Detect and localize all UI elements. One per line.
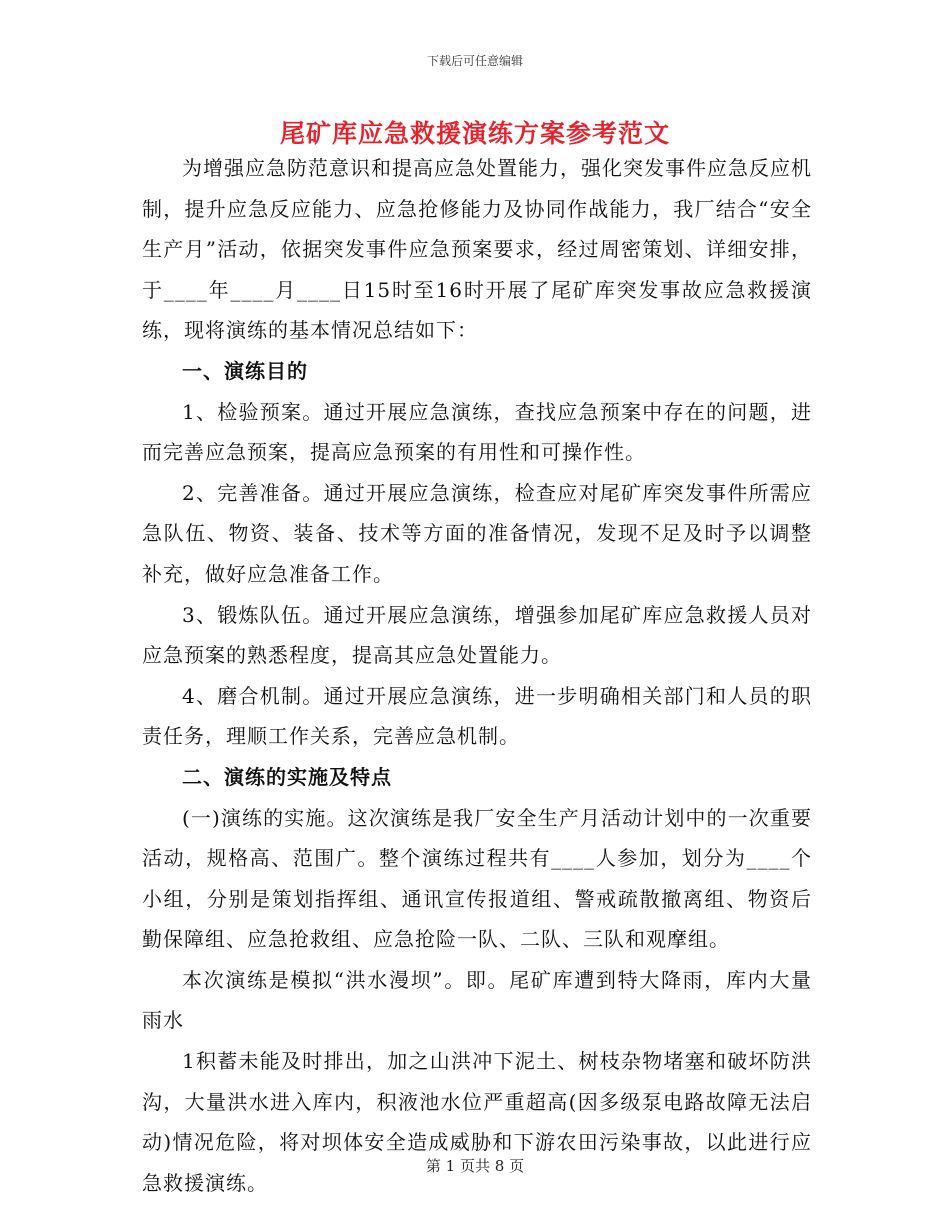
section-heading-1: 一、演练目的 (182, 358, 308, 383)
document-title: 尾矿库应急救援演练方案参考范文 (279, 119, 670, 148)
paragraph-scenario: 本次演练是模拟“洪水漫坝”。即。尾矿库遭到特大降雨，库内大量雨水 (142, 967, 812, 1033)
paragraph-implementation: (一)演练的实施。这次演练是我厂安全生产月活动计划中的一次重要活动，规格高、范围广。整个演练过程共有____人参加，划分为____个小组，分别是策划指挥组、通讯宣传报道组、警戒疏散撤离组、物资后勤保障组、应急抢救组、应急抢险一队、二队、三队和观摩组。 (142, 805, 812, 952)
paragraph-intro: 为增强应急防范意识和提高应急处置能力，强化突发事件应急反应机制，提升应急反应能力、应急抢修能力及协同作战能力，我厂结合“安全生产月”活动，依据突发事件应急预案要求，经过周密策划、详细安排，于____年____月____日15时至16时开展了尾矿库突发事故应急救援演练，现将演练的基本情况总结如下： (142, 156, 812, 343)
paragraph-item-1: 1、检验预案。通过开展应急演练，查找应急预案中存在的问题，进而完善应急预案，提高应急预案的有用性和可操作性。 (142, 399, 812, 465)
paragraph-item-4: 4、磨合机制。通过开展应急演练，进一步明确相关部门和人员的职责任务，理顺工作关系，完善应急机制。 (142, 683, 812, 749)
document-body (142, 148, 812, 1203)
section-heading-2: 二、演练的实施及特点 (182, 764, 392, 789)
header-note: 下载后可任意编辑 (426, 54, 523, 68)
paragraph-item-3: 3、锻炼队伍。通过开展应急演练，增强参加尾矿库应急救援人员对应急预案的熟悉程度，提高其应急处置能力。 (142, 602, 812, 668)
page-footer: 第 1 页共 8 页 (425, 1157, 525, 1175)
paragraph-item-2: 2、完善准备。通过开展应急演练，检查应对尾矿库突发事件所需应急队伍、物资、装备、技术等方面的准备情况，发现不足及时予以调整补充，做好应急准备工作。 (142, 480, 812, 586)
paragraph-scenario-continued: 1积蓄未能及时排出，加之山洪冲下泥土、树枝杂物堵塞和破坏防洪沟，大量洪水进入库内，积液池水位严重超高(因多级泵电路故障无法启动)情况危险，将对坝体安全造成威胁和下游农田污染事故，以此进行应急救援演练。 (142, 1049, 812, 1195)
